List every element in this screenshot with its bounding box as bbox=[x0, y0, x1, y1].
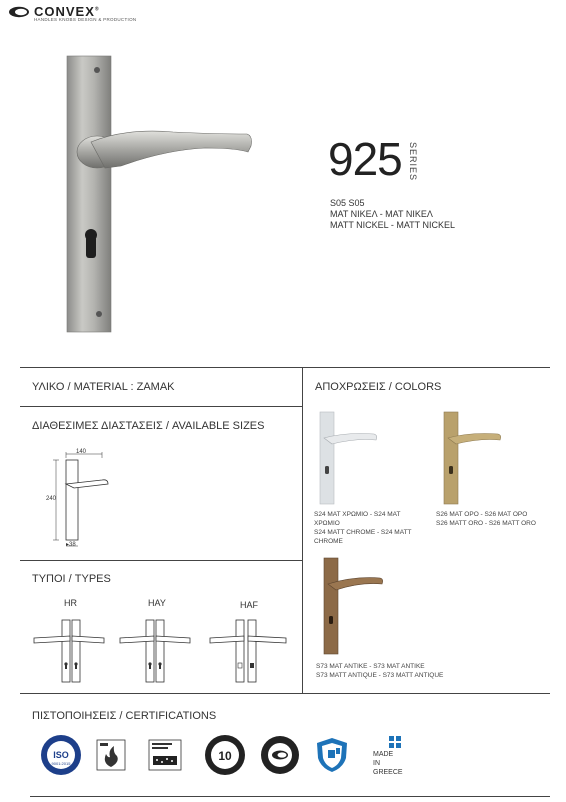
divider bbox=[302, 367, 303, 693]
height-dimension: 240 bbox=[46, 496, 57, 502]
convex-logo-icon bbox=[8, 6, 30, 18]
svg-text:10: 10 bbox=[218, 749, 232, 763]
divider bbox=[20, 693, 550, 694]
type-hay-label: HAY bbox=[148, 598, 166, 608]
color-caption-antique: S73 MAT ANTIKE - S73 MAT ANTIKE S73 MATT ANTIQUE - S73 MATT ANTIQUE bbox=[316, 663, 444, 679]
color-caption-gold: S26 MAT ΟΡΟ - S26 MAT ΟΡΟ S26 MATT ORO - S26 MATT ORO bbox=[436, 511, 536, 527]
depth-dimension: ▸38 bbox=[66, 542, 76, 548]
certifications-label: ΠΙΣΤΟΠΟΙΗΣΕΙΣ / CERTIFICATIONS bbox=[32, 710, 217, 722]
finish-line: S05 S05 bbox=[330, 198, 365, 208]
brand-tagline: HANDLES KNOBS DESIGN & PRODUCTION bbox=[34, 17, 137, 22]
type-haf-label: HAF bbox=[240, 600, 258, 610]
quality-seal-icon bbox=[260, 735, 300, 775]
divider bbox=[30, 796, 550, 797]
corrosion-resistance-icon bbox=[148, 739, 182, 771]
divider bbox=[20, 560, 302, 561]
color-swatch-antique bbox=[320, 556, 390, 656]
divider bbox=[20, 406, 302, 407]
product-finish-text bbox=[330, 198, 455, 231]
divider bbox=[20, 367, 550, 368]
type-hr-label: HR bbox=[64, 598, 77, 608]
color-caption-chrome: S24 MAT ΧΡΩΜΙΟ - S24 MAT ΧΡΩΜΙΟ S24 MATT CHROME - S24 MATT CHROME bbox=[314, 511, 412, 545]
durability-cycles-icon bbox=[204, 734, 246, 776]
colors-label: ΑΠΟΧΡΩΣΕΙΣ / COLORS bbox=[315, 381, 442, 393]
sizes-label: ΔΙΑΘΕΣΙΜΕΣ ΔΙΑΣΤΑΣΕΙΣ / AVAILABLE SIZES bbox=[32, 420, 265, 432]
svg-text:9001:2015: 9001:2015 bbox=[51, 761, 71, 766]
types-label: ΤΥΠΟΙ / TYPES bbox=[32, 573, 111, 585]
color-swatch-chrome bbox=[316, 410, 382, 506]
series-label: SERIES bbox=[408, 142, 418, 182]
color-swatch-gold bbox=[440, 410, 506, 506]
fire-resistance-icon bbox=[96, 739, 126, 771]
brand-name: CONVEX® bbox=[34, 4, 100, 19]
finish-line: MAT NIKEΛ - MAT NIKEΛ bbox=[330, 209, 433, 219]
protection-shield-icon bbox=[314, 736, 350, 774]
door-handle-image bbox=[55, 50, 275, 340]
iso-certification-icon bbox=[40, 734, 82, 776]
svg-text:ISO: ISO bbox=[53, 750, 69, 760]
material-label: ΥΛΙΚΟ / MATERIAL : ZAMAK bbox=[32, 381, 175, 393]
finish-line: MATT NICKEL - MATT NICKEL bbox=[330, 220, 456, 230]
model-number: 925 bbox=[328, 133, 402, 185]
types-drawing bbox=[30, 616, 300, 686]
width-dimension: 140 bbox=[76, 449, 87, 455]
greece-flag-icon bbox=[389, 736, 401, 748]
made-in-greece: MADE IN GREECE bbox=[373, 751, 403, 776]
